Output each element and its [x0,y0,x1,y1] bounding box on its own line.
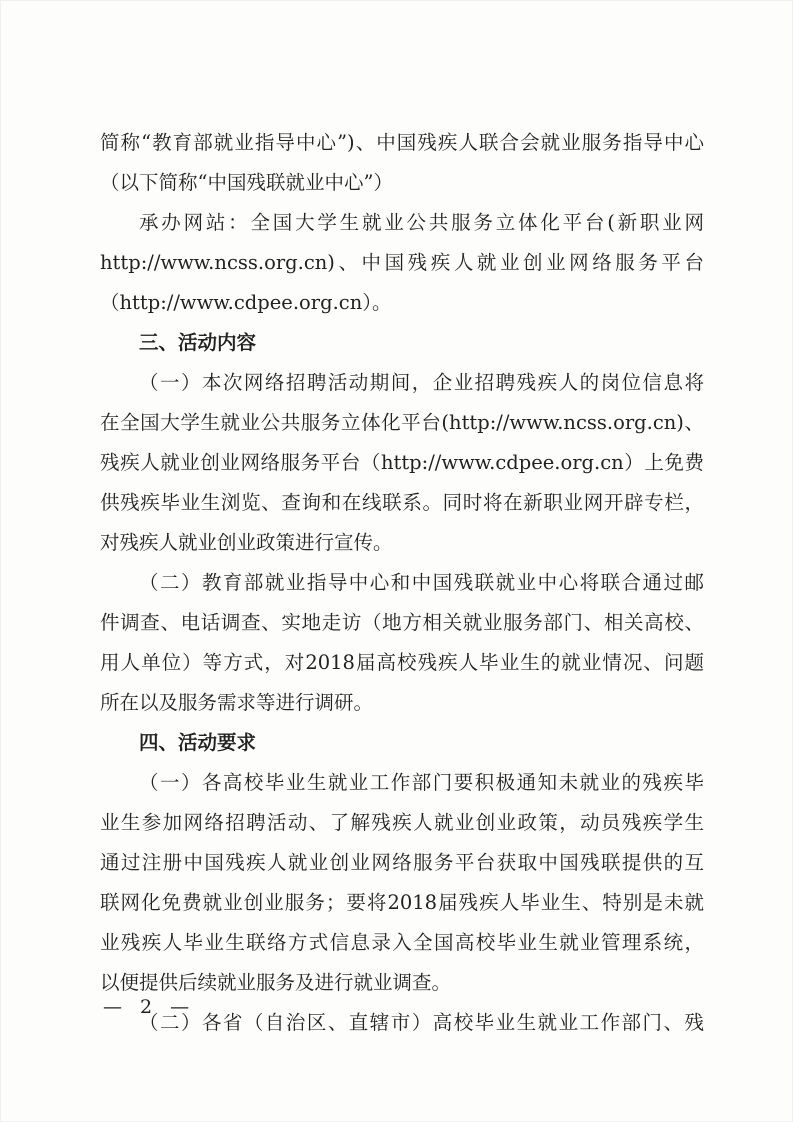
document-body [100,123,704,1043]
section-heading: 三、活动内容 [139,331,257,354]
body-line: （一）各高校毕业生就业工作部门要积极通知未就业的残疾毕 [139,771,704,794]
body-line: （一）本次网络招聘活动期间，企业招聘残疾人的岗位信息将 [139,371,704,394]
body-line: 用人单位）等方式，对2018届高校残疾人毕业生的就业情况、问题 [100,651,704,674]
body-line: （二）各省（自治区、直辖市）高校毕业生就业工作部门、残 [139,1011,704,1034]
section-heading: 四、活动要求 [139,731,257,754]
body-line: 供残疾毕业生浏览、查询和在线联系。同时将在新职业网开辟专栏， [100,491,704,514]
body-line: 联网化免费就业创业服务；要将2018届残疾人毕业生、特别是未就 [100,891,704,914]
body-line: 在全国大学生就业公共服务立体化平台(http://www.ncss.org.cn)、 [100,411,704,434]
body-line: （以下简称“中国残联就业中心”） [100,171,393,194]
body-line: 业生参加网络招聘活动、了解残疾人就业创业政策，动员残疾学生 [100,811,704,834]
body-line: 业残疾人毕业生联络方式信息录入全国高校毕业生就业管理系统， [100,931,704,954]
body-line: 承办网站：全国大学生就业公共服务立体化平台(新职业网 [139,211,704,234]
body-line: 对残疾人就业创业政策进行宣传。 [100,531,393,554]
body-line: （http://www.cdpee.org.cn）。 [100,291,392,314]
body-line: （二）教育部就业指导中心和中国残联就业中心将联合通过邮 [139,571,704,594]
body-line: 以便提供后续就业服务及进行就业调查。 [100,971,452,994]
page-number: — 2 — [103,996,196,1018]
body-line: 简称“教育部就业指导中心”)、中国残疾人联合会就业服务指导中心 [100,131,704,154]
body-line: 件调查、电话调查、实地走访（地方相关就业服务部门、相关高校、 [100,611,704,634]
body-line: 通过注册中国残疾人就业创业网络服务平台获取中国残联提供的互 [100,851,704,874]
body-line: 残疾人就业创业网络服务平台（http://www.cdpee.org.cn）上免费 [100,451,704,474]
body-line: http://www.ncss.org.cn)、中国残疾人就业创业网络服务平台 [100,251,704,274]
body-line: 所在以及服务需求等进行调研。 [100,691,374,714]
